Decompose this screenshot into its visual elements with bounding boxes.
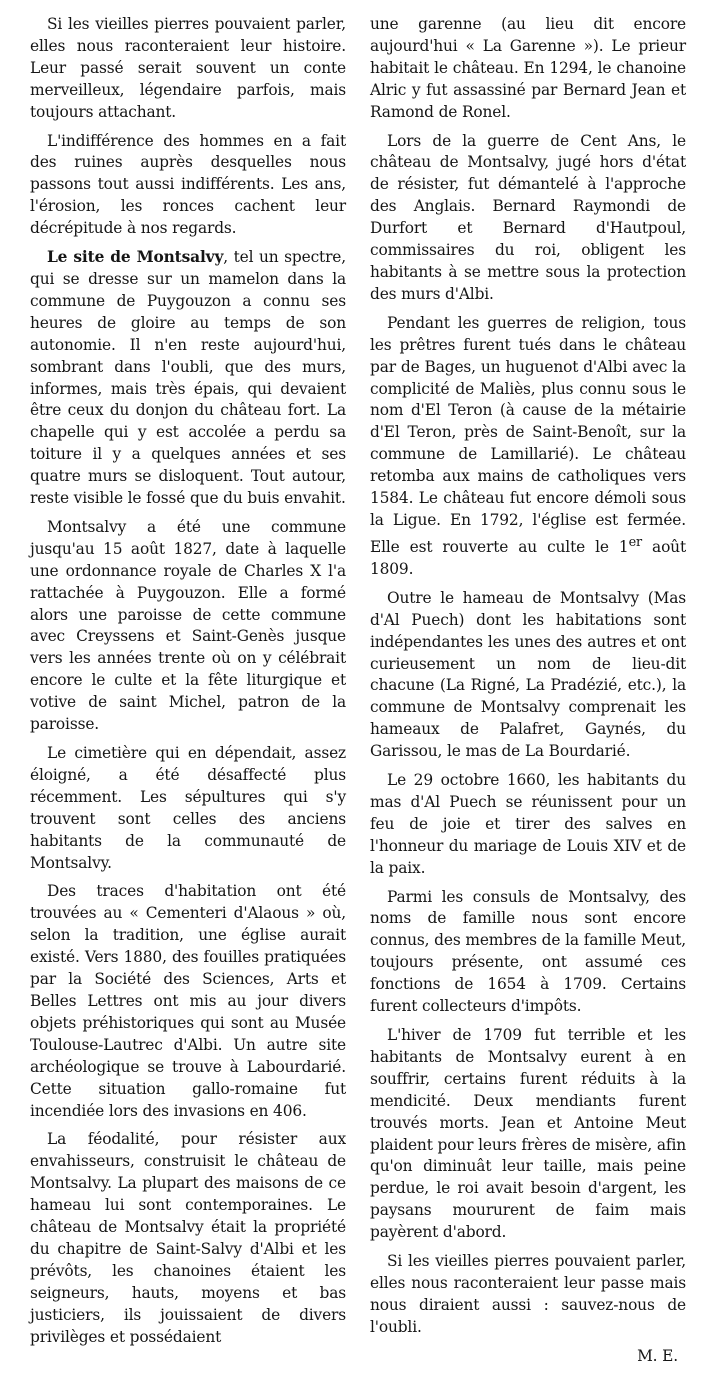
paragraph: Outre le hameau de Montsalvy (Mas d'Al Puech) dont les habitations sont indépendantes les unes des autres et ont curieusement un nom de lieu-dit chacune (La Rigné, La Pradézié, etc.), la commune de Montsalvy comprenait les hameaux de Palafret, Gaynés, du Garissou, le mas de La Bourdarié. <box>370 588 686 761</box>
paragraph: La féodalité, pour résister aux envahisseurs, construisit le château de Montsalvy. La plupart des maisons de ce hameau lui sont contemporaines. Le château de Montsalvy était la propriété du chapitre de Saint-Salvy d'Albi et les prévôts, les chanoines étaient les seigneurs, hauts, moyens et bas justiciers, ils jouissaient de divers privilèges et possédaient <box>30 1130 346 1346</box>
paragraph: Montsalvy a été une commune jusqu'au 15 août 1827, date à laquelle une ordonnance royale de Charles X l'a rattachée à Puygouzon. Elle a formé alors une paroisse de cette commune avec Creyssens et Saint-Genès jusque vers les années trente où on y célébrait encore le culte et la fête liturgique et votive de saint Michel, patron de la paroisse. <box>30 517 346 734</box>
paragraph: Si les vieilles pierres pouvaient parler, elles nous raconteraient leur histoire. Leur passé serait souvent un conte merveilleux, légendaire parfois, mais toujours attachant. <box>30 15 346 121</box>
paragraph: L'hiver de 1709 fut terrible et les habitants de Montsalvy eurent à en souffrir, certains furent réduits à la mendicité. Deux mendiants furent trouvés morts. Jean et Antoine Meut plaident pour leurs frères de misère, afin qu'on diminuât leur taille, mais peine perdue, le roi avait besoin d'argent, les paysans moururent de faim mais payèrent d'abord. <box>370 1026 686 1242</box>
paragraph: Parmi les consuls de Montsalvy, des noms de famille nous sont encore connus, des membres de la famille Meut, toujours présente, ont assumé ces fonctions de 1654 à 1709. Certains furent collecteurs d'impôts. <box>370 887 686 1016</box>
paragraph: Le cimetière qui en dépendait, assez éloigné, a été désaffecté plus récemment. Les sépultures qui s'y trouvent sont celles des anciens habitants de la communauté de Montsalvy. <box>30 744 346 872</box>
date-ordinal: er <box>628 534 642 550</box>
left-column <box>30 14 346 1375</box>
paragraph: L'indifférence des hommes en a fait des ruines auprès desquelles nous passons tout aussi indifférents. Les ans, l'érosion, les ronces cachent leur décrépitude à nos regards. <box>30 131 346 238</box>
date-day: 1 <box>618 537 629 556</box>
paragraph-text: Pendant les guerres de religion, tous les prêtres furent tués dans le château par de Bages, un huguenot d'Albi avec la complicité de Maliès, plus connu sous le nom d'El Teron (à cause de la métairie d'El Teron, près de Saint-Benoît, sur la commune de Lamillarié). Le château retomba aux mains de catholiques vers 1584. Le château fut encore démoli sous la Ligue. En 1792, l'église est fermée. Elle est rouverte au culte le <box>370 313 686 556</box>
paragraph-text: , tel un spectre, qui se dresse sur un mamelon dans la commune de Puygouzon a connu ses heures de gloire au temps de son autonomie. Il n'en reste aujourd'hui, sombrant dans l'oubli, que des murs, informes, mais très épais, qui devaient être ceux du donjon du château fort. La chapelle qui y est accolée a perdu sa toiture il y a quelques années et ses quatre murs se disloquent. Tout autour, reste visible le fossé que du buis envahit. <box>30 248 346 508</box>
section-lead: Le site de Montsalvy <box>47 248 224 267</box>
paragraph: une garenne (au lieu dit encore aujourd'hui « La Garenne »). Le prieur habitait le château. En 1294, le chanoine Alric y fut assassiné par Bernard Jean et Ramond de Ronel. <box>370 15 686 121</box>
paragraph: Si les vieilles pierres pouvaient parler, elles nous raconteraient leur passe mais nous diraient aussi : sauvez-nous de l'oubli. <box>370 1252 686 1336</box>
paragraph: Le 29 octobre 1660, les habitants du mas d'Al Puech se réunissent pour un feu de joie et tirer des salves en l'honneur du mariage de Louis XIV et de la paix. <box>370 771 686 877</box>
article-columns <box>30 14 686 1375</box>
right-column <box>370 14 686 1375</box>
paragraph <box>370 313 686 581</box>
author-signature: M. E. <box>637 1346 678 1365</box>
paragraph-text: août 1809. <box>370 537 686 578</box>
paragraph: Lors de la guerre de Cent Ans, le château de Montsalvy, jugé hors d'état de résister, fut démantelé à l'approche des Anglais. Bernard Raymondi de Durfort et Bernard d'Hautpoul, commissaires du roi, obligent les habitants à se mettre sous la protection des murs d'Albi. <box>370 131 686 303</box>
paragraph <box>30 247 346 510</box>
paragraph: Des traces d'habitation ont été trouvées au « Cementeri d'Alaous » où, selon la tradition, une église aurait existé. Vers 1880, des fouilles pratiquées par la Société des Sciences, Arts et Belles Lettres ont mis au jour divers objets préhistoriques qui sont au Musée Toulouse-Lautrec d'Albi. Un autre site archéologique se trouve à Labourdarié. Cette situation gallo-romaine fut incendiée lors des invasions en 406. <box>30 882 346 1120</box>
